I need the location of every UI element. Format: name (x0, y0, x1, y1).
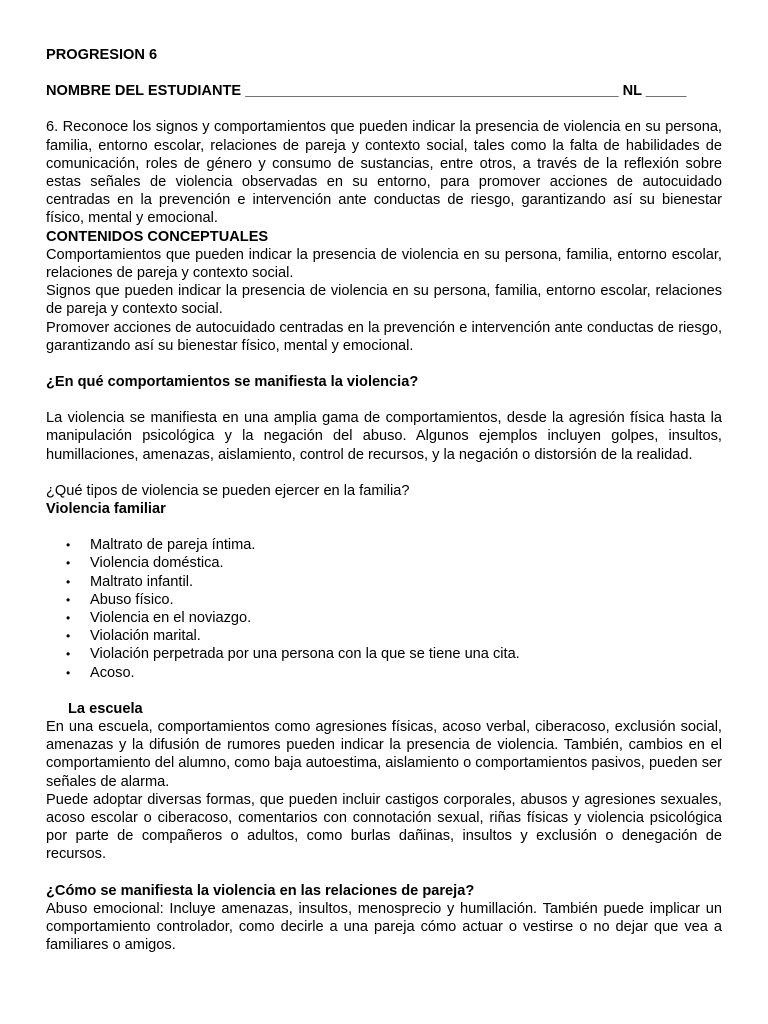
spacer (46, 100, 722, 118)
section-body-comportamientos: La violencia se manifiesta en una amplia gama de comportamientos, desde la agresión física hasta la manipulación psicológica y la negación del abuso. Algunos ejemplos incluyen golpes, insultos, humillaciones, amenazas, aislamiento, control de recursos, y la negación o distorsión de la realidad. (46, 410, 722, 463)
contenidos-heading: CONTENIDOS CONCEPTUALES (46, 228, 269, 245)
list-item: • Maltrato infantil. (46, 573, 722, 591)
escuela-heading: La escuela (68, 700, 143, 717)
spacer (46, 391, 722, 409)
student-name-line: NOMBRE DEL ESTUDIANTE ______________________________________________ NL _____ (46, 83, 687, 100)
familia-list (46, 536, 722, 682)
list-item: • Violencia doméstica. (46, 554, 722, 572)
document-title: PROGRESION 6 (46, 47, 158, 63)
list-item: • Abuso físico. (46, 591, 722, 609)
contenidos-paragraph-1: Comportamientos que pueden indicar la presencia de violencia en su persona, familia, entorno escolar, relaciones de pareja y contexto social. (46, 246, 722, 282)
spacer (46, 464, 722, 482)
familia-heading: Violencia familiar (46, 501, 166, 518)
list-item: • Acoso. (46, 664, 722, 682)
contenidos-paragraph-3: Promover acciones de autocuidado centradas en la prevención e intervención ante conductas de riesgo, garantizando así su bienestar físico, mental y emocional. (46, 319, 722, 354)
spacer (46, 355, 722, 373)
spacer (46, 682, 722, 700)
escuela-paragraph-1: En una escuela, comportamientos como agresiones físicas, acoso verbal, ciberacoso, exclusión social, amenazas y la difusión de rumores pueden indicar la presencia de violencia. También, cambios en el comportamiento del alumno, como baja autoestima, aislamiento o comportamientos pasivos, pueden ser señales de alarma. (46, 718, 722, 790)
familia-question: ¿Qué tipos de violencia se pueden ejercer en la familia? (46, 482, 410, 499)
list-item: • Violencia en el noviazgo. (46, 609, 722, 627)
spacer (46, 864, 722, 882)
spacer (46, 64, 722, 82)
spacer (46, 518, 722, 536)
document-page (46, 46, 722, 954)
list-item: • Maltrato de pareja íntima. (46, 536, 722, 554)
escuela-paragraph-2: Puede adoptar diversas formas, que pueden incluir castigos corporales, abusos y agresiones sexuales, acoso escolar o ciberacoso, comentarios con connotación sexual, riñas físicas y violencia psicológica por parte de compañeros o adultos, como burlas dañinas, insultos y exclusión o denegación de recursos. (46, 791, 722, 863)
intro-paragraph: 6. Reconoce los signos y comportamientos que pueden indicar la presencia de violencia en su persona, familia, entorno escolar, relaciones de pareja y contexto social, tales como la falta de habilidades de comunicación, roles de género y consumo de sustancias, entre otros, a través de la reflexión sobre estas señales de violencia observadas en su entorno, para promover acciones de autocuidado centradas en la prevención e intervención ante conductas de riesgo, garantizando así su bienestar físico, mental y emocional. (46, 119, 722, 227)
pareja-body: Abuso emocional: Incluye amenazas, insultos, menosprecio y humillación. También puede implicar un comportamiento controlador, como decirle a una pareja cómo actuar o vestirse o no dejar que vea a familiares o amigos. (46, 900, 722, 954)
pareja-heading: ¿Cómo se manifiesta la violencia en las relaciones de pareja? (46, 882, 475, 899)
section-heading-comportamientos: ¿En qué comportamientos se manifiesta la violencia? (46, 374, 419, 391)
contenidos-paragraph-2: Signos que pueden indicar la presencia de violencia en su persona, familia, entorno escolar, relaciones de pareja y contexto social. (46, 283, 722, 318)
list-item: • Violación perpetrada por una persona con la que se tiene una cita. (46, 645, 722, 663)
list-item: • Violación marital. (46, 627, 722, 645)
